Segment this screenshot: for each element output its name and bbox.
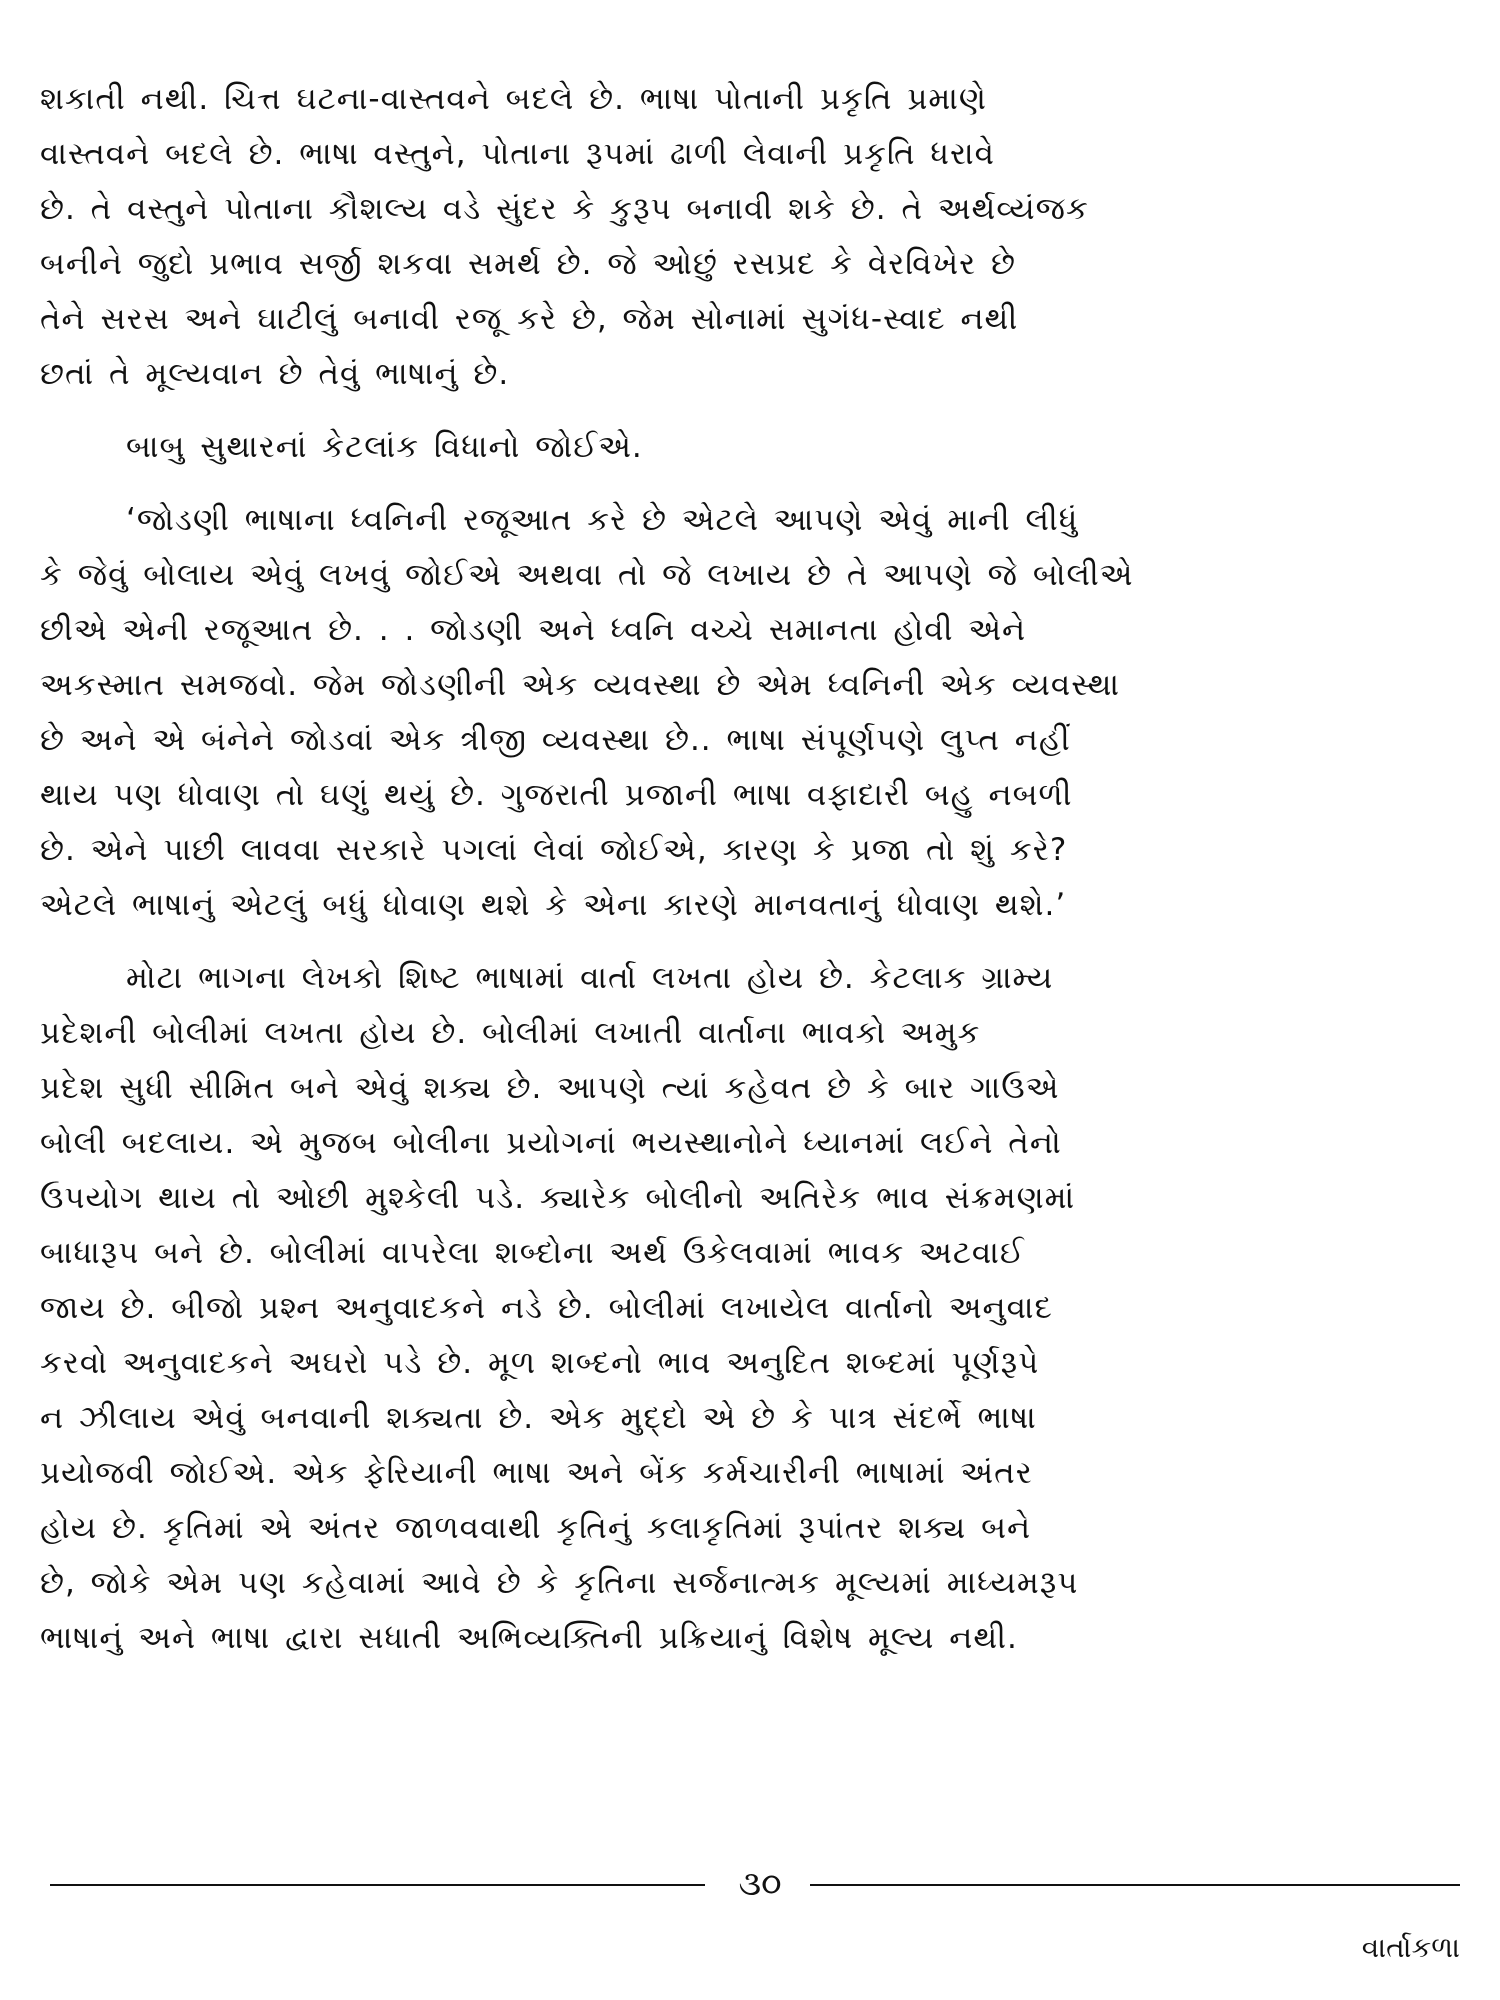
text-line: છે, જોકે એમ પણ કહેવામાં આવે છે કે કૃતિના સર્જનાત્મક મૂલ્યમાં માધ્યમરૂપ	[40, 1565, 1079, 1601]
text-line: જાય છે. બીજો પ્રશ્ન અનુવાદકને નડે છે. બોલીમાં લખાયેલ વાર્તાનો અનુવાદ	[40, 1290, 1053, 1326]
text-line: કરવો અનુવાદકને અઘરો પડે છે. મૂળ શબ્દનો ભાવ અનુદિત શબ્દમાં પૂર્ણરૂપે	[40, 1345, 1040, 1381]
text-line: મોટા ભાગના લેખકો શિષ્ટ ભાષામાં વાર્તા લખતા હોય છે. કેટલાક ગ્રામ્ય	[126, 960, 1054, 996]
paragraph	[40, 72, 1450, 402]
text-line: વાસ્તવને બદલે છે. ભાષા વસ્તુને, પોતાના રૂપમાં ઢાળી લેવાની પ્રકૃતિ ધરાવે	[40, 136, 995, 172]
text-line: પ્રદેશની બોલીમાં લખતા હોય છે. બોલીમાં લખાતી વાર્તાના ભાવકો અમુક	[40, 1015, 981, 1051]
text-line: થાય પણ ધોવાણ તો ઘણું થયું છે. ગુજરાતી પ્રજાની ભાષા વફાદારી બહુ નબળી	[40, 777, 1073, 813]
paragraph	[40, 420, 1450, 475]
text-line: શકાતી નથી. ચિત્ત ઘટના-વાસ્તવને બદલે છે. ભાષા પોતાની પ્રકૃતિ પ્રમાણે	[40, 81, 987, 117]
text-line: બોલી બદલાય. એ મુજબ બોલીના પ્રયોગનાં ભયસ્થાનોને ધ્યાનમાં લઈને તેનો	[40, 1125, 1062, 1161]
paragraph-gap	[40, 402, 1450, 420]
text-line: તેને સરસ અને ઘાટીલું બનાવી રજૂ કરે છે, જેમ સોનામાં સુગંધ-સ્વાદ નથી	[40, 301, 1019, 337]
text-line: હોય છે. કૃતિમાં એ અંતર જાળવવાથી કૃતિનું કલાકૃતિમાં રૂપાંતર શક્ય બને	[40, 1510, 1032, 1546]
paragraph	[40, 951, 1450, 1666]
text-line: છે. એને પાછી લાવવા સરકારે પગલાં લેવાં જોઈએ, કારણ કે પ્રજા તો શું કરે?	[40, 832, 1068, 868]
paragraph-gap	[40, 933, 1450, 951]
text-line: એટલે ભાષાનું એટલું બધું ધોવાણ થશે કે એના કારણે માનવતાનું ધોવાણ થશે.’	[40, 887, 1067, 923]
text-line: બાધારૂપ બને છે. બોલીમાં વાપરેલા શબ્દોના અર્થ ઉકેલવામાં ભાવક અટવાઈ	[40, 1235, 1025, 1271]
text-line: ભાષાનું અને ભાષા દ્વારા સધાતી અભિવ્યક્તિની પ્રક્રિયાનું વિશેષ મૂલ્ય નથી.	[40, 1620, 1018, 1656]
text-line: પ્રયોજવી જોઈએ. એક ફેરિયાની ભાષા અને બેંક કર્મચારીની ભાષામાં અંતર	[40, 1455, 1033, 1491]
text-line: બાબુ સુથારનાં કેટલાંક વિધાનો જોઈએ.	[126, 429, 643, 465]
paragraph-gap	[40, 475, 1450, 493]
running-title: વાર્તાકળા	[1361, 1931, 1460, 1964]
text-line: છે અને એ બંનેને જોડવાં એક ત્રીજી વ્યવસ્થા છે.. ભાષા સંપૂર્ણપણે લુપ્ત નહીં	[40, 722, 1071, 758]
text-line: અકસ્માત સમજવો. જેમ જોડણીની એક વ્યવસ્થા છે એમ ધ્વનિની એક વ્યવસ્થા	[40, 667, 1120, 703]
text-line: પ્રદેશ સુધી સીમિત બને એવું શક્ય છે. આપણે ત્યાં કહેવત છે કે બાર ગાઉએ	[40, 1070, 1060, 1106]
text-line: છે. તે વસ્તુને પોતાના કૌશલ્ય વડે સુંદર કે કુરૂપ બનાવી શકે છે. તે અર્થવ્યંજક	[40, 191, 1089, 227]
text-line: બનીને જુદો પ્રભાવ સર્જી શકવા સમર્થ છે. જે ઓછું રસપ્રદ કે વેરવિખેર છે	[40, 246, 1016, 282]
body-text	[40, 72, 1450, 1666]
text-line: ન ઝીલાય એવું બનવાની શક્યતા છે. એક મુદ્દો એ છે કે પાત્ર સંદર્ભે ભાષા	[40, 1400, 1037, 1436]
footer-rule-right	[810, 1884, 1460, 1886]
page-footer	[50, 1860, 1460, 1920]
text-line: છતાં તે મૂલ્યવાન છે તેવું ભાષાનું છે.	[40, 356, 510, 392]
text-line: ‘જોડણી ભાષાના ધ્વનિની રજૂઆત કરે છે એટલે આપણે એવું માની લીધું	[126, 502, 1079, 538]
text-line: છીએ એની રજૂઆત છે. . . જોડણી અને ધ્વનિ વચ્ચે સમાનતા હોવી એને	[40, 612, 1027, 648]
footer-rule-left	[50, 1884, 705, 1886]
page-number: ૩૦	[738, 1864, 782, 1904]
text-line: કે જેવું બોલાય એવું લખવું જોઈએ અથવા તો જે લખાય છે તે આપણે જે બોલીએ	[40, 557, 1134, 593]
paragraph	[40, 493, 1450, 933]
text-line: ઉપયોગ થાય તો ઓછી મુશ્કેલી પડે. ક્યારેક બોલીનો અતિરેક ભાવ સંક્રમણમાં	[40, 1180, 1076, 1216]
